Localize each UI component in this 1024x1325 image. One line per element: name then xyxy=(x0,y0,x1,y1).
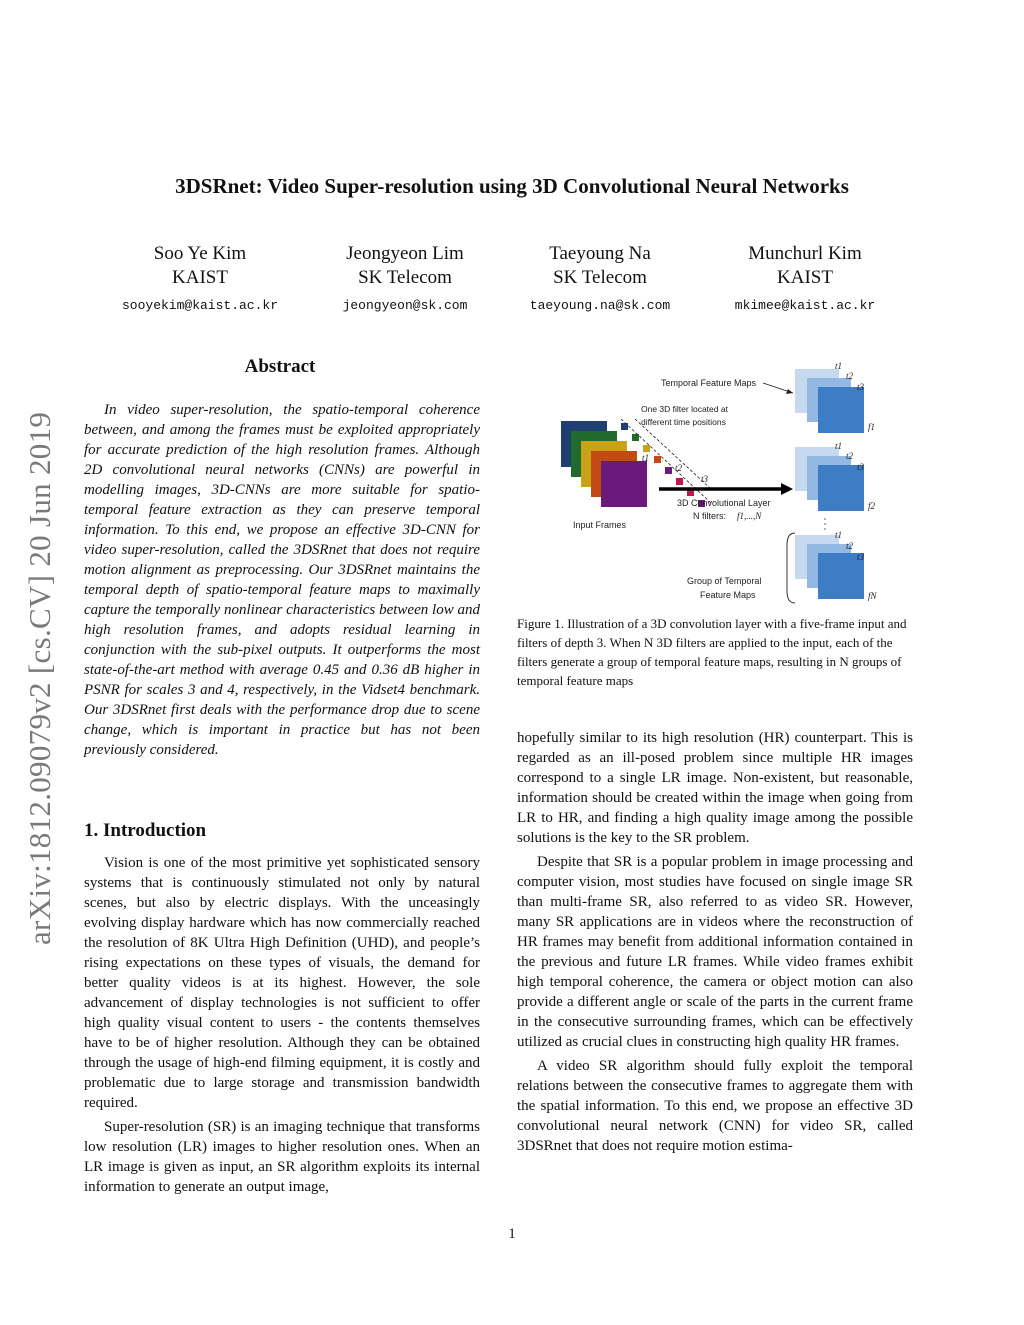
map-label-t2: t2 xyxy=(846,541,854,551)
author-affiliation: SK Telecom xyxy=(358,267,452,288)
arrow-head xyxy=(786,389,793,394)
conv-arrow-head xyxy=(781,483,793,495)
time-label-t2: t2 xyxy=(675,463,683,473)
filter-label-line1: One 3D filter located at xyxy=(641,404,728,414)
right-column-body xyxy=(517,728,913,1160)
ellipsis-dots xyxy=(824,518,826,530)
introduction-heading: 1. Introduction xyxy=(84,820,207,841)
figure-1-diagram xyxy=(555,355,885,610)
filter-label-f2: f2 xyxy=(868,501,876,511)
author-name: Taeyoung Na xyxy=(549,243,651,264)
author-affiliation: KAIST xyxy=(777,267,833,288)
paragraph: Super-resolution (SR) is an imaging technique that transforms low resolution (LR) images to higher resolution ones. When an LR image is given as input, an SR algorithm exploits its internal information to generate an output image, xyxy=(84,1119,480,1195)
filter-label-line2: different time positions xyxy=(641,417,726,427)
author-name: Jeongyeon Lim xyxy=(346,243,464,264)
temporal-maps-label: Temporal Feature Maps xyxy=(661,378,757,388)
abstract-text: In video super-resolution, the spatio-temporal coherence between, and among the frames must be exploited appropriately for accurate prediction of the high resolution frames. Although 2D convolutional neural networks (CNNs) are powerful in modelling images, 3D-CNNs are more suitable for spatio-temporal feature extraction as they can preserve temporal information. To this end, we propose an effective 3D-CNN for video super-resolution, called the 3DSRnet that does not require motion alignment as preprocessing. Our 3DSRnet maintains the temporal depth of spatio-temporal feature maps to maximally capture the temporally nonlinear characteristics between low and high resolution frames, and adopts residual learning in conjunction with the sub-pixel outputs. It outperforms the most state-of-the-art method with average 0.45 and 0.36 dB higher in PSNR for scales 3 and 4, respectively, in the Vidset4 benchmark. Our 3DSRnet first deals with the performance drop due to scene change, which is important in practice but has not been previously considered. xyxy=(84,402,480,758)
map-label-t1: t1 xyxy=(835,361,843,371)
input-frame-5 xyxy=(601,461,647,507)
abstract-heading: Abstract xyxy=(244,356,316,377)
feature-map-1c xyxy=(818,387,864,433)
author-3 xyxy=(490,242,710,313)
time-label-t1: t1 xyxy=(642,453,650,463)
n-filters-label: N filters: xyxy=(693,511,727,521)
introduction-body xyxy=(84,853,480,1201)
map-label-t3: t3 xyxy=(857,462,865,472)
figure-1-caption: Figure 1. Illustration of a 3D convolution layer with a five-frame input and filters of depth 3. When N 3D filters are applied to the input, each of the filters generate a group of temporal feature maps, resulting in N groups of temporal feature maps xyxy=(517,616,907,688)
author-affiliation: SK Telecom xyxy=(553,267,647,288)
paragraph: A video SR algorithm should fully exploit the temporal relations between the consecutive frames to aggregate them with the spatial information. To this end, we propose an effective 3D convolutional neural network (CNN) for video SR, called 3DSRnet that does not require motion estima- xyxy=(517,1058,913,1154)
conv-layer-label: 3D Convolutional Layer xyxy=(677,498,771,508)
paper-title: 3DSRnet: Video Super-resolution using 3D Convolutional Neural Networks xyxy=(175,174,849,198)
map-label-t1: t1 xyxy=(835,441,843,451)
author-1 xyxy=(90,242,310,313)
author-email[interactable]: sooyekim@kaist.ac.kr xyxy=(121,298,279,313)
group-label-line1: Group of Temporal xyxy=(687,576,762,586)
arxiv-identifier: arXiv:1812.09079v2 [cs.CV] 20 Jun 2019 xyxy=(22,411,57,945)
paragraph: hopefully similar to its high resolution (HR) counterpart. This is regarded as an ill-posed problem since multiple HR images correspond to a single LR image. Non-existent, but reasonable, information should be created within the image when going from LR to HR, and finding a high quality image among the possible solutions is the key to the SR problem. xyxy=(517,730,913,846)
author-email[interactable]: jeongyeon@sk.com xyxy=(342,298,468,313)
map-label-t1: t1 xyxy=(835,530,843,540)
author-affiliation: KAIST xyxy=(172,267,228,288)
map-label-t3: t3 xyxy=(857,552,865,562)
author-email[interactable]: taeyoung.na@sk.com xyxy=(529,298,671,313)
n-filters-math: f1,...,N xyxy=(737,511,762,521)
paragraph: Despite that SR is a popular problem in image processing and computer vision, most studies have focused on single image SR than multi-frame SR, also referred to as video SR. However, many SR applications are in videos where the reconstruction of HR frames may benefit from additional information contained in the previous and future LR frames. While video frames exhibit high temporal coherence, the camera or object motion can also provide a different angle or scale of the parts in the current frame in the consecutive surrounding frames, which can be effectively utilized as crucial clues in constructing high quality HR frames. xyxy=(517,854,913,1050)
author-email[interactable]: mkimee@kaist.ac.kr xyxy=(734,298,876,313)
time-label-t3: t3 xyxy=(701,474,709,484)
filter-label-f1: f1 xyxy=(868,422,876,432)
author-name: Munchurl Kim xyxy=(748,243,862,264)
map-label-t2: t2 xyxy=(846,371,854,381)
input-frames-label: Input Frames xyxy=(573,520,627,530)
author-4 xyxy=(695,242,915,313)
group-label-line2: Feature Maps xyxy=(700,590,756,600)
paragraph: Vision is one of the most primitive yet sophisticated sensory systems that is continuously stimulated not only by natural scenes, but also by electric displays. With the unceasingly evolving display hardware which has now commercially reached the resolution of 8K Ultra High Definition (UHD), and people’s rising expectations on these types of visuals, the demand for better quality videos is at its highest. However, the sole advancement of display technologies is not sufficient to offer high quality visual content to users - the contents themselves have to be of higher resolution. Although they can be obtained through the usage of high-end filming equipment, it is costly and problematic due to large storage and transmission bandwidth required. xyxy=(84,855,480,1111)
author-name: Soo Ye Kim xyxy=(153,243,247,264)
group-brace xyxy=(787,533,795,603)
author-2 xyxy=(295,242,515,313)
map-label-t3: t3 xyxy=(857,382,865,392)
filter-label-fN: fN xyxy=(868,591,877,601)
page-number: 1 xyxy=(508,1226,516,1242)
map-label-t2: t2 xyxy=(846,451,854,461)
